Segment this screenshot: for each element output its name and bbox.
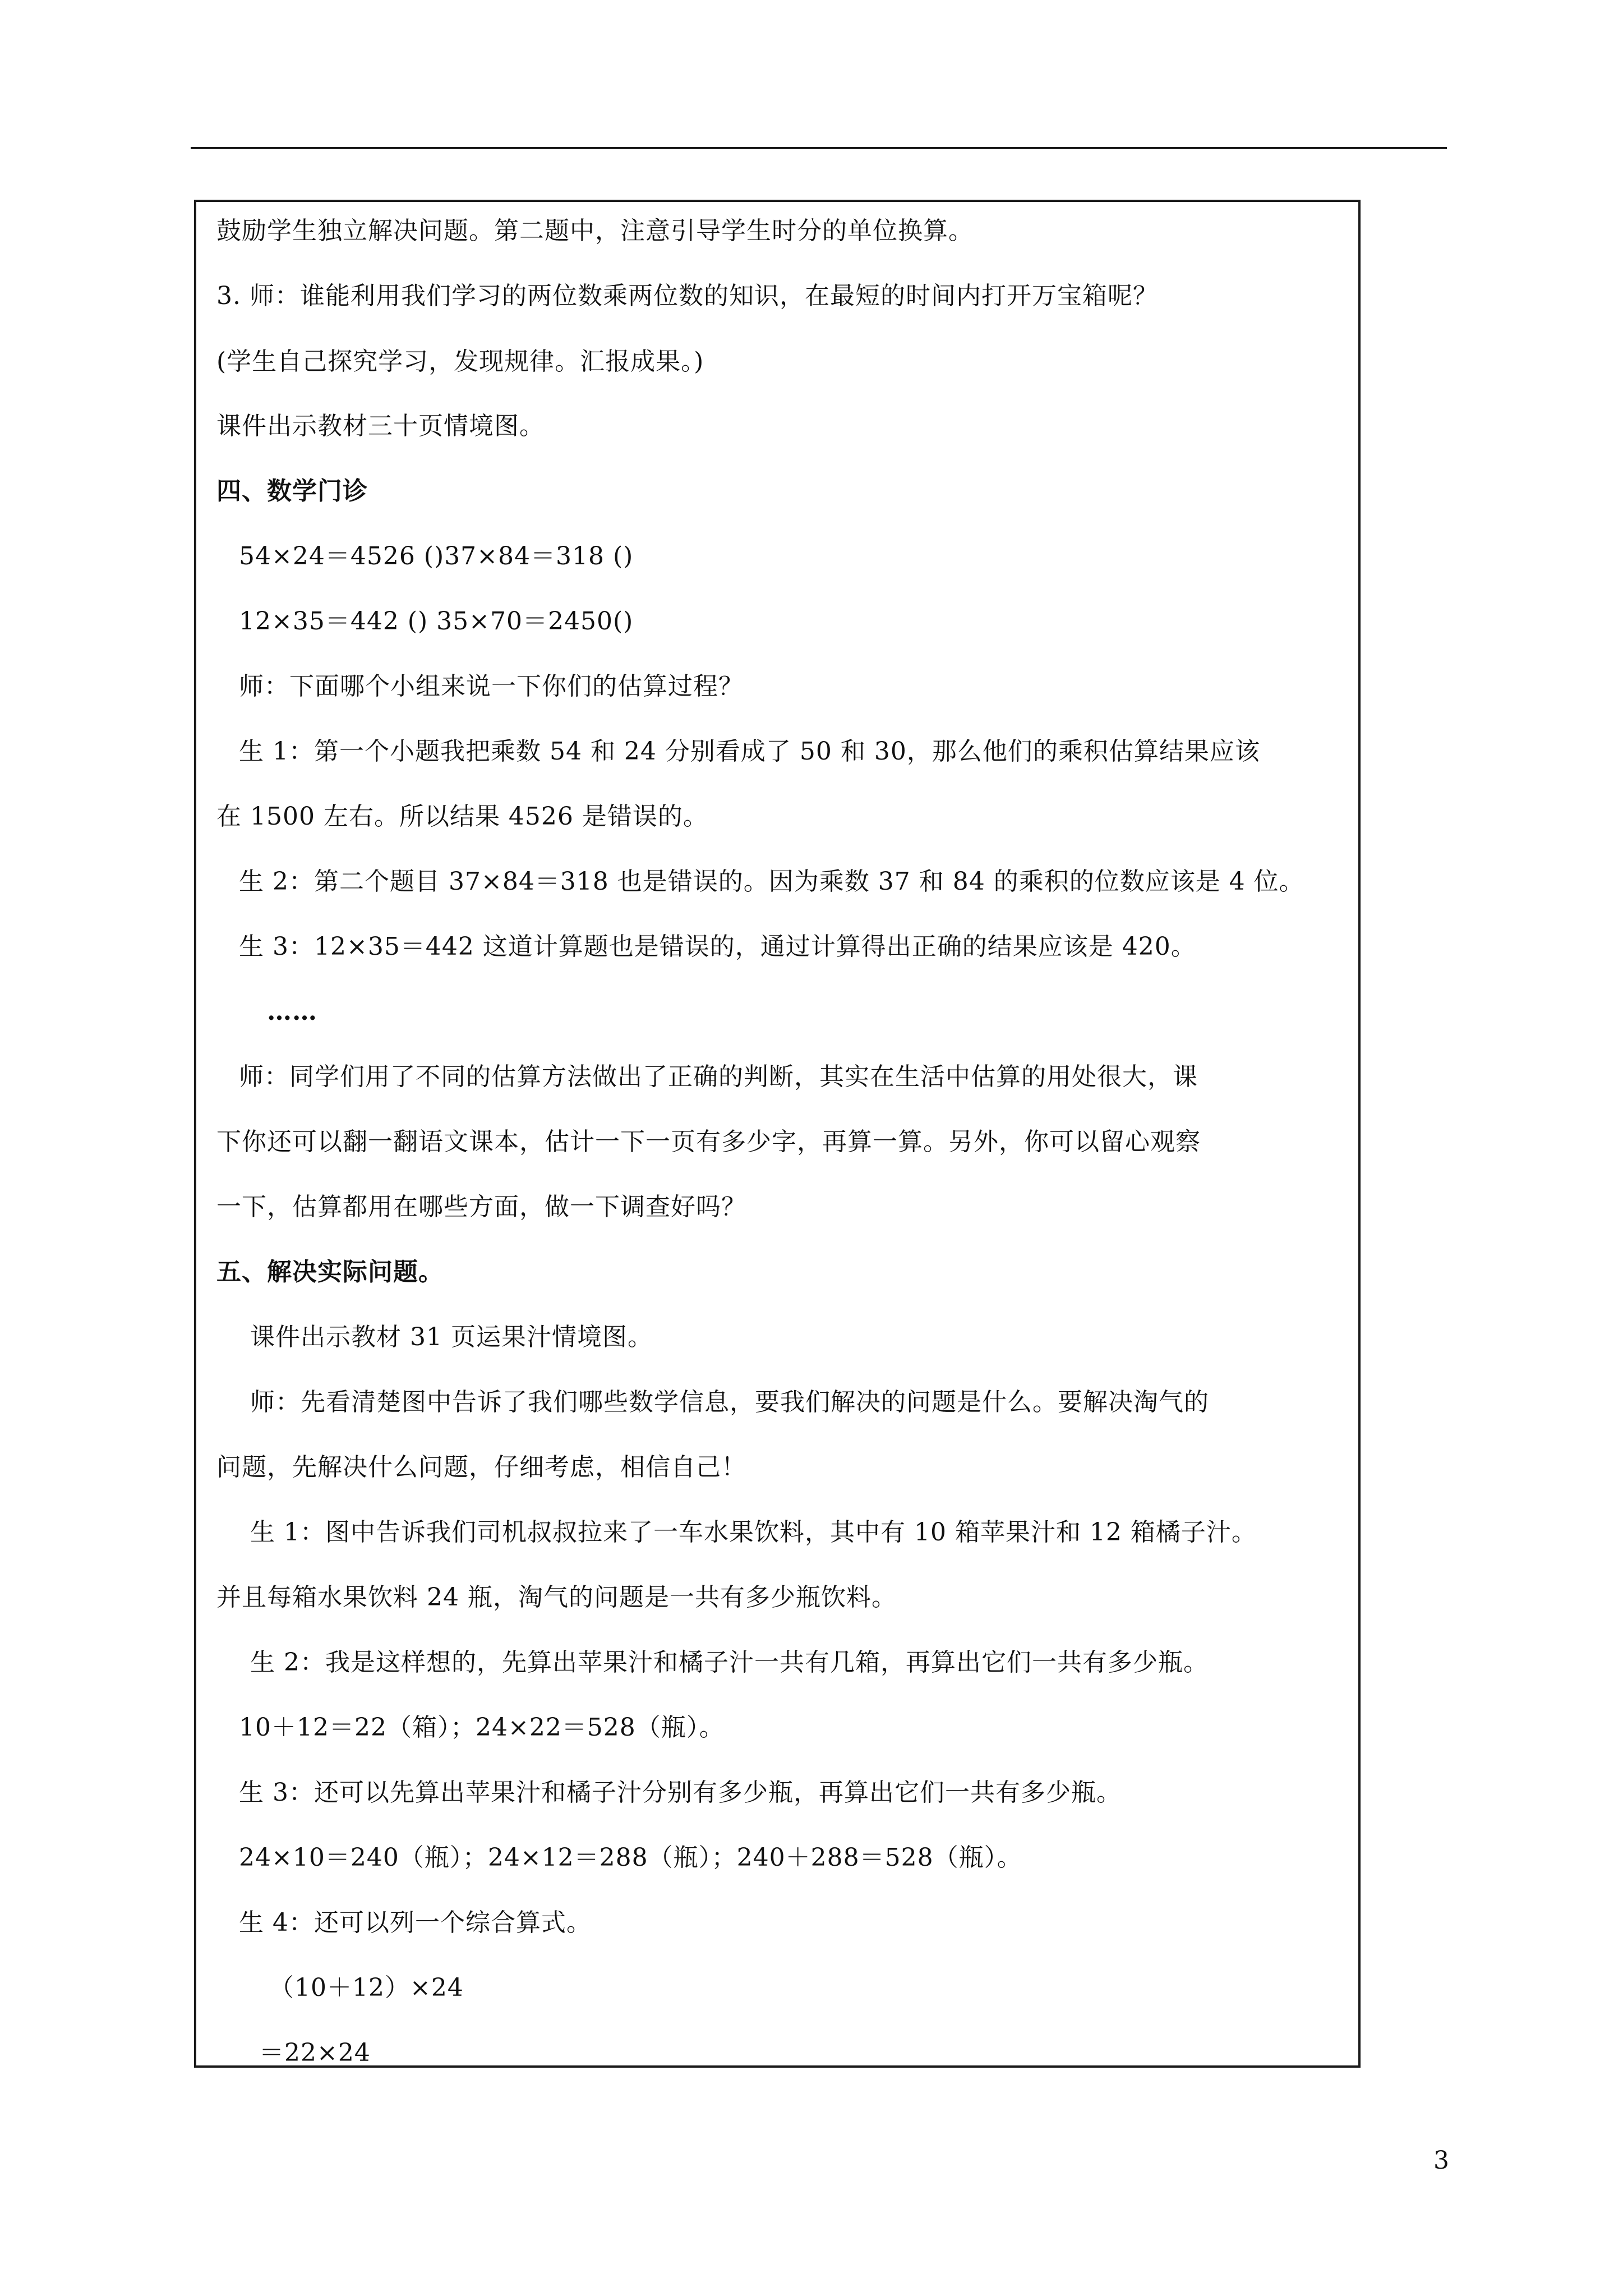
text-line-11: 生 2：第二个题目 37×84＝318 也是错误的。因为乘数 37 和 84 的乘积的位数应该是 4 位。 bbox=[239, 867, 1304, 896]
page-number: 3 bbox=[1433, 2146, 1449, 2175]
text-line-9: 生 1：第一个小题我把乘数 54 和 24 分别看成了 50 和 30，那么他们的乘积估算结果应该 bbox=[239, 737, 1260, 766]
text-line-19: 师：先看清楚图中告诉了我们哪些数学信息，要我们解决的问题是什么。要解决淘气的 bbox=[250, 1388, 1209, 1416]
text-line-7: 12×35＝442 () 35×70＝2450() bbox=[239, 607, 634, 636]
text-line-23: 生 2：我是这样想的，先算出苹果汁和橘子汁一共有几箱，再算出它们一共有多少瓶。 bbox=[250, 1648, 1209, 1677]
text-line-28: （10＋12）×24 bbox=[269, 1973, 464, 2002]
text-line-22: 并且每箱水果饮料 24 瓶，淘气的问题是一共有多少瓶饮料。 bbox=[216, 1583, 897, 1612]
text-line-21: 生 1：图中告诉我们司机叔叔拉来了一车水果饮料，其中有 10 箱苹果汁和 12 箱橘子汁。 bbox=[250, 1518, 1257, 1547]
text-line-1: 鼓励学生独立解决问题。第二题中，注意引导学生时分的单位换算。 bbox=[216, 217, 974, 245]
text-line-24: 10＋12＝22（箱）；24×22＝528（瓶）。 bbox=[239, 1713, 725, 1742]
text-line-12: 生 3：12×35＝442 这道计算题也是错误的，通过计算得出正确的结果应该是 420。 bbox=[239, 932, 1196, 961]
ellipsis: …… bbox=[267, 997, 317, 1026]
text-line-14: 师：同学们用了不同的估算方法做出了正确的判断，其实在生活中估算的用处很大，课 bbox=[239, 1062, 1198, 1091]
text-line-18: 课件出示教材 31 页运果汁情境图。 bbox=[250, 1323, 653, 1351]
text-line-20: 问题，先解决什么问题，仔细考虑，相信自己！ bbox=[216, 1453, 746, 1481]
text-line-25: 生 3：还可以先算出苹果汁和橘子汁分别有多少瓶，再算出它们一共有多少瓶。 bbox=[239, 1778, 1122, 1807]
text-line-2: 3. 师：谁能利用我们学习的两位数乘两位数的知识，在最短的时间内打开万宝箱呢？ bbox=[216, 282, 1158, 310]
text-line-10: 在 1500 左右。所以结果 4526 是错误的。 bbox=[216, 802, 708, 831]
section-heading-math-clinic: 四、数学门诊 bbox=[216, 477, 368, 505]
text-line-27: 生 4：还可以列一个综合算式。 bbox=[239, 1908, 592, 1937]
text-line-16: 一下，估算都用在哪些方面，做一下调查好吗？ bbox=[216, 1193, 746, 1221]
lesson-content-box bbox=[194, 200, 1361, 2068]
text-line-3: (学生自己探究学习，发现规律。汇报成果。) bbox=[216, 347, 704, 376]
text-line-15: 下你还可以翻一翻语文课本，估计一下一页有多少字，再算一算。另外，你可以留心观察 bbox=[216, 1128, 1201, 1156]
header-rule bbox=[191, 147, 1447, 149]
text-line-8: 师：下面哪个小组来说一下你们的估算过程？ bbox=[239, 672, 744, 701]
text-line-4: 课件出示教材三十页情境图。 bbox=[216, 412, 545, 440]
text-line-6: 54×24＝4526 ()37×84＝318 () bbox=[239, 542, 634, 570]
section-heading-solve-problems: 五、解决实际问题。 bbox=[216, 1258, 444, 1286]
text-line-26: 24×10＝240（瓶）；24×12＝288（瓶）；240＋288＝528（瓶）。 bbox=[239, 1843, 1022, 1872]
text-line-29: ＝22×24 bbox=[259, 2039, 371, 2067]
